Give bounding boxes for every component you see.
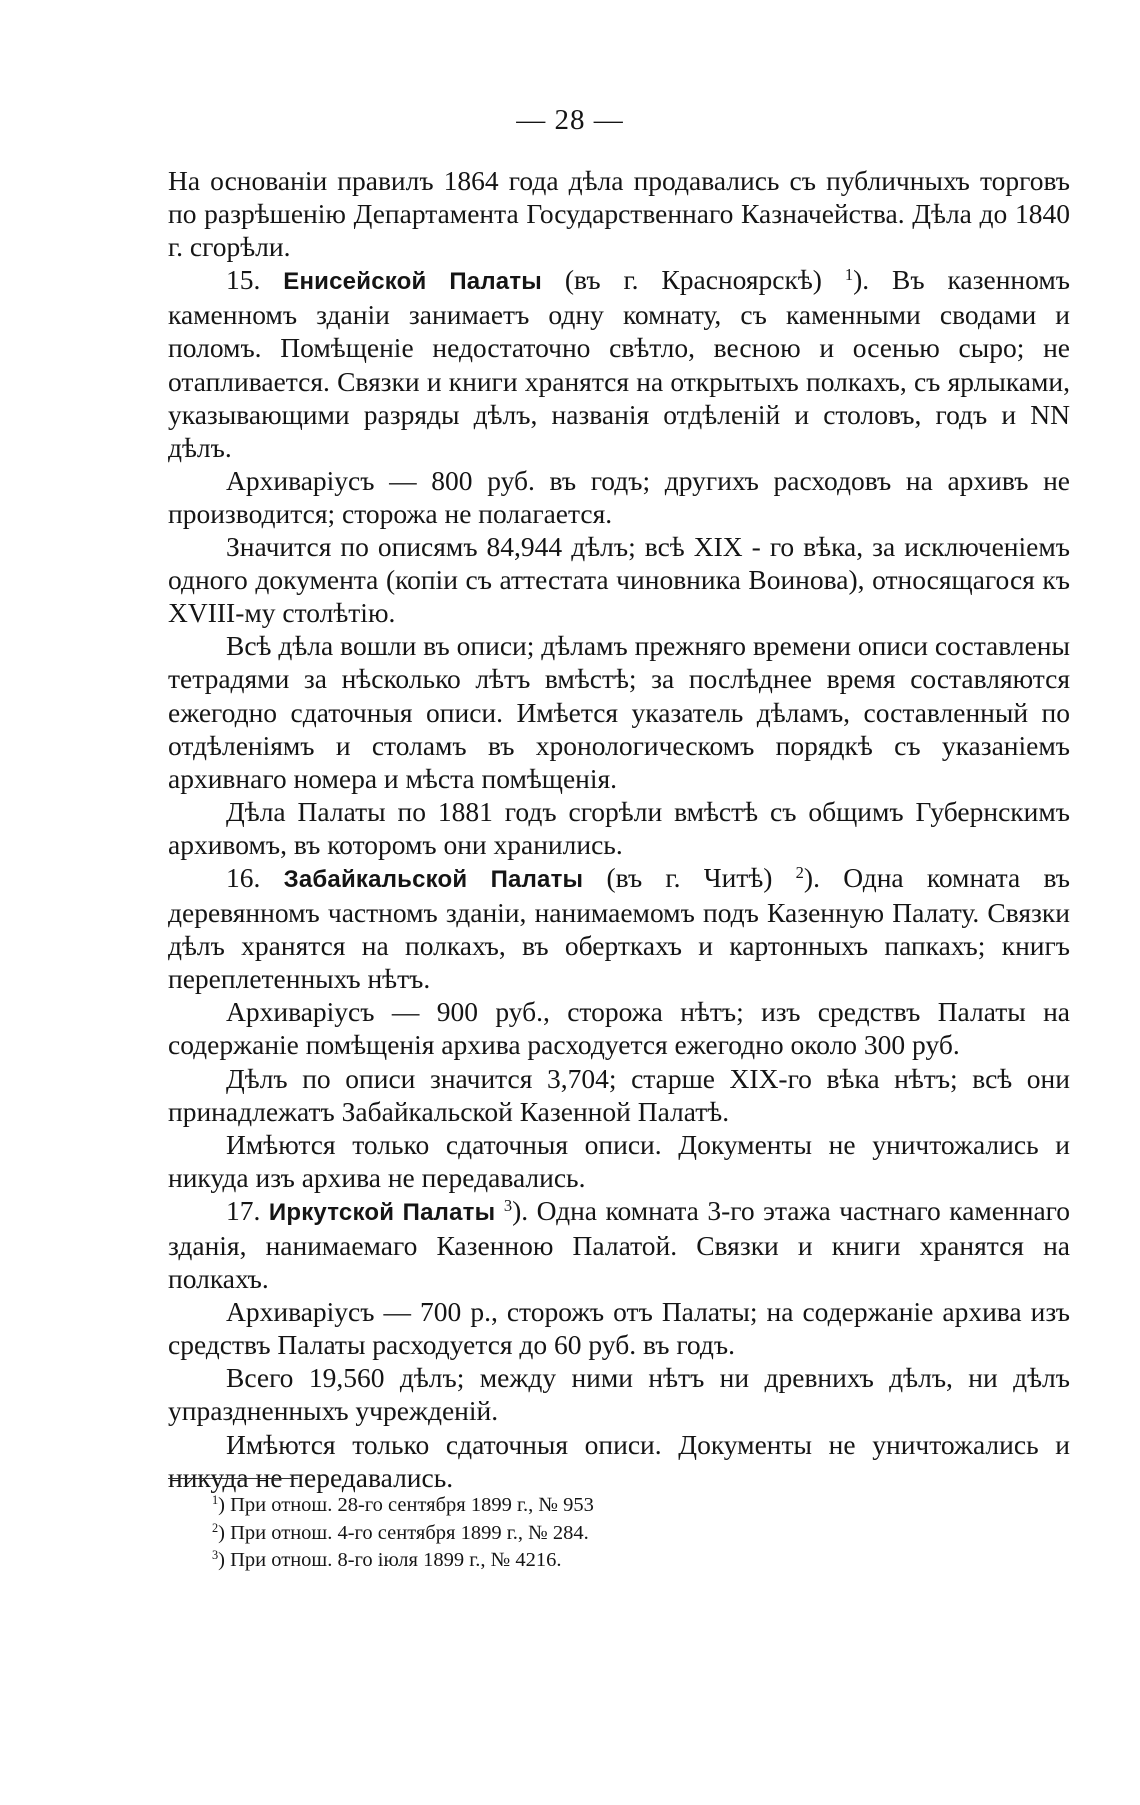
section-heading: Енисейской Палаты [283, 268, 542, 296]
footnote-ref: 1 [844, 265, 854, 285]
paragraph: Имѣются только сдаточныя описи. Документы не уничтожались и никуда не передавались. [168, 1428, 1070, 1493]
footnote-ref: 2 [795, 862, 804, 882]
section-text: . Одна комната въ деревянномъ частномъ зданіи, нанимаемомъ подъ Казенную Палату. Связки дѣлъ хранятся на полкахъ, въ оберткахъ и картонныхъ папкахъ; книгъ переплетенныхъ нѣтъ. [168, 861, 1070, 995]
footnote-ref: 3 [503, 1195, 513, 1215]
footnote-text: ) При отнош. 8-го іюля 1899 г., № 4216. [218, 1549, 562, 1571]
paragraph: Дѣлъ по описи значится 3,704; старше XIX-го вѣка нѣтъ; всѣ они принадлежатъ Забайкальской Казенной Палатѣ. [168, 1062, 1070, 1127]
section-location: (въ г. Красноярскѣ) [541, 264, 845, 296]
paragraph: Всѣ дѣла вошли въ описи; дѣламъ прежняго времени описи составлены тетрадями за нѣсколько лѣтъ вмѣстѣ; за послѣднее время составляются ежегодно сдаточныя описи. Имѣется указатель дѣламъ, составленный по отдѣленіямъ и столамъ въ хронологическомъ порядкѣ съ указаніемъ архивнаго номера и мѣста помѣщенія. [168, 630, 1070, 794]
section-heading: Забайкальской Палаты [283, 865, 584, 893]
section-location: (въ г. Читѣ) [583, 861, 796, 893]
footnote-mark: 1 [212, 1493, 219, 1508]
footnotes [212, 1492, 912, 1575]
footnote-mark: 2 [212, 1520, 219, 1535]
section-15-yenisei: 15. Енисейской Палаты (въ г. Красноярскѣ) $^1$). Въ казенномъ каменномъ зданіи занимаетъ одну комнату, съ каменными сводами и поломъ. Помѣщеніе недостаточно свѣтло, весною и осенью сыро; не отапливается. Связки и книги хранятся на открытыхъ полкахъ, съ ярлыками, указывающими разряды дѣлъ, названія отдѣленій и столовъ, годъ и NN дѣлъ. [168, 264, 1070, 463]
section-heading: Иркутской Палаты [268, 1198, 496, 1226]
paragraph: Архиваріусъ — 900 руб., сторожа нѣтъ; изъ средствъ Палаты на содержаніе помѣщенія архива расходуется ежегодно около 300 руб. [168, 996, 1070, 1061]
footnote-mark: 3 [212, 1548, 219, 1563]
page-number: — 28 — [516, 104, 624, 136]
section-spacer [495, 1195, 504, 1226]
footnote-text: ) При отнош. 28-го сентября 1899 г., № 953 [218, 1494, 594, 1516]
footnote-1 [212, 1492, 912, 1520]
section-number: 17. [226, 1194, 269, 1226]
paragraph: Всего 19,560 дѣлъ; между ними нѣтъ ни древнихъ дѣлъ, ни дѣлъ упраздненныхъ учрежденій. [168, 1362, 1070, 1427]
paragraph-continuation: На основаніи правилъ 1864 года дѣла продавались съ публичныхъ торговъ по разрѣшенію Департамента Государственнаго Казначейства. Дѣла до 1840 г. сгорѣли. [168, 165, 1070, 263]
footnote-text: ) При отнош. 4-го сентября 1899 г., № 284. [218, 1521, 589, 1544]
section-number: 16. [226, 861, 284, 893]
body-text [168, 164, 1070, 1494]
section-17-irkutsk [168, 1194, 1070, 1295]
footnote-2 [212, 1520, 912, 1548]
paragraph: Архиваріусъ — 700 р., сторожъ отъ Палаты; на содержаніе архива изъ средствъ Палаты расходуется до 60 руб. въ годъ. [168, 1296, 1070, 1361]
section-16-zabaikal: 16. Забайкальской Палаты (въ г. Читѣ) $^2$). Одна комната въ деревянномъ частномъ зданіи, нанимаемомъ подъ Казенную Палату. Связки дѣлъ хранятся на полкахъ, въ оберткахъ и картонныхъ папкахъ; книгъ переплетенныхъ нѣтъ. [168, 861, 1070, 995]
section-number: 15. [226, 264, 284, 296]
paragraph: Имѣются только сдаточныя описи. Документы не уничтожались и никуда изъ архива не передавались. [168, 1128, 1070, 1193]
section-text: ). Одна комната 3-го этажа частнаго каменнаго зданія, нанимаемаго Казенною Палатой. Связки и книги хранятся на полкахъ. [168, 1194, 1071, 1295]
paragraph: Дѣла Палаты по 1881 годъ сгорѣли вмѣстѣ съ общимъ Губернскимъ архивомъ, въ которомъ они хранились. [168, 795, 1070, 860]
paragraph: Значится по описямъ 84,944 дѣлъ; всѣ XIX - го вѣка, за исключеніемъ одного документа (копіи съ аттестата чиновника Воинова), относящагося къ XVIII-му столѣтію. [168, 531, 1070, 629]
section-text: . Въ казенномъ каменномъ зданіи занимаетъ одну комнату, съ каменными сводами и поломъ. Помѣщеніе недостаточно свѣтло, весною и осенью сыро; не отапливается. Связки и книги хранятся на открытыхъ полкахъ, съ ярлыками, указывающими разряды дѣлъ, названія отдѣленій и столовъ, годъ и NN дѣлъ. [168, 264, 1070, 463]
footnote-3 [212, 1547, 912, 1575]
paragraph: Архиваріусъ — 800 руб. въ годъ; другихъ расходовъ на архивъ не производится; сторожа не полагается. [168, 464, 1070, 529]
footnote-divider [168, 1478, 298, 1479]
